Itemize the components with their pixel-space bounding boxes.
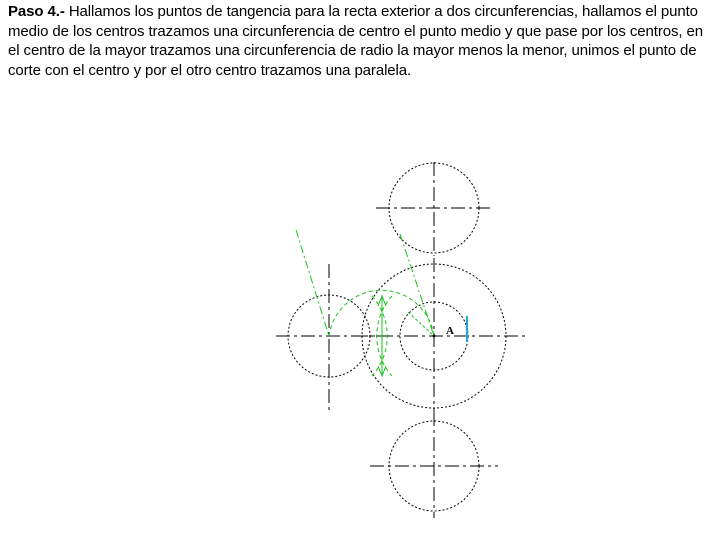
large-circle-axes — [354, 258, 528, 414]
step-label: Paso 4.- — [8, 3, 65, 20]
auxiliary-construction — [296, 230, 434, 376]
parallel-line-left — [296, 230, 329, 336]
top-circle-axes — [376, 162, 492, 256]
point-a-marker — [433, 335, 436, 338]
tangent-guide — [408, 312, 434, 336]
point-a-label: A — [446, 325, 454, 337]
step-body: Hallamos los puntos de tangencia para la recta exterior a dos circunferencias, hallamos el punto medio de los centros trazamos una circunferencia de centro el punto medio y que pase por los centros, en el centro de la mayor trazamos una circunferencia de radio la mayor menos la menor, unimos el punto de corte con el centro y por el otro centro trazamos una paralela. — [8, 3, 703, 79]
left-circle-axes — [276, 264, 382, 412]
